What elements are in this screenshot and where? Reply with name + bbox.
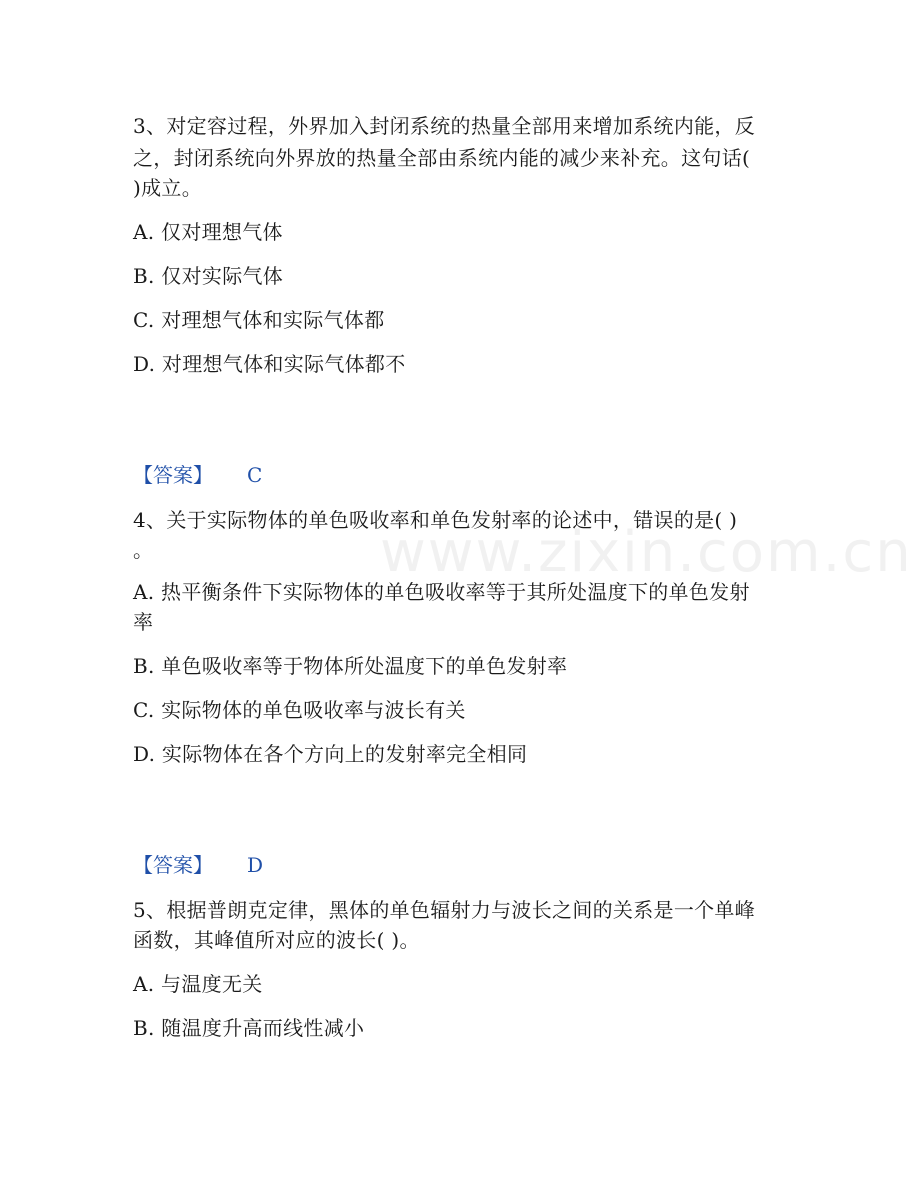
q3-option-d: D. 对理想气体和实际气体都不 <box>133 352 406 376</box>
answer-value: D <box>247 853 264 877</box>
q3-stem-line-1: 3、对定容过程，外界加入封闭系统的热量全部用来增加系统内能，反 <box>133 114 756 138</box>
q4-option-d: D. 实际物体在各个方向上的发射率完全相同 <box>133 742 528 766</box>
q5-stem-line-2: 函数，其峰值所对应的波长( )。 <box>133 928 420 952</box>
q4-stem-line-2: 。 <box>133 538 154 562</box>
answer-label: 【答案】 <box>133 463 213 487</box>
q4-answer <box>133 851 263 879</box>
q5-stem-line-1: 5、根据普朗克定律，黑体的单色辐射力与波长之间的关系是一个单峰 <box>133 898 756 922</box>
q5-option-b: B. 随温度升高而线性减小 <box>133 1016 365 1040</box>
q3-option-b: B. 仅对实际气体 <box>133 264 284 288</box>
q3-stem-line-3: )成立。 <box>133 176 203 200</box>
q3-option-c: C. 对理想气体和实际气体都 <box>133 308 385 332</box>
q4-option-a-line-1: A. 热平衡条件下实际物体的单色吸收率等于其所处温度下的单色发射 <box>133 580 750 604</box>
q5-option-a: A. 与温度无关 <box>133 972 263 996</box>
q4-stem-line-1: 4、关于实际物体的单色吸收率和单色发射率的论述中，错误的是( ) <box>133 508 738 532</box>
answer-label: 【答案】 <box>133 853 213 877</box>
q3-answer <box>133 461 262 489</box>
answer-value: C <box>247 463 263 487</box>
watermark: www.zixin.com.cn <box>380 520 913 585</box>
q4-option-a-line-2: 率 <box>133 610 154 634</box>
q3-option-a: A. 仅对理想气体 <box>133 220 283 244</box>
q3-stem-line-2: 之，封闭系统向外界放的热量全部由系统内能的减少来补充。这句话( <box>133 146 751 170</box>
q4-option-b: B. 单色吸收率等于物体所处温度下的单色发射率 <box>133 654 568 678</box>
q4-option-c: C. 实际物体的单色吸收率与波长有关 <box>133 698 466 722</box>
